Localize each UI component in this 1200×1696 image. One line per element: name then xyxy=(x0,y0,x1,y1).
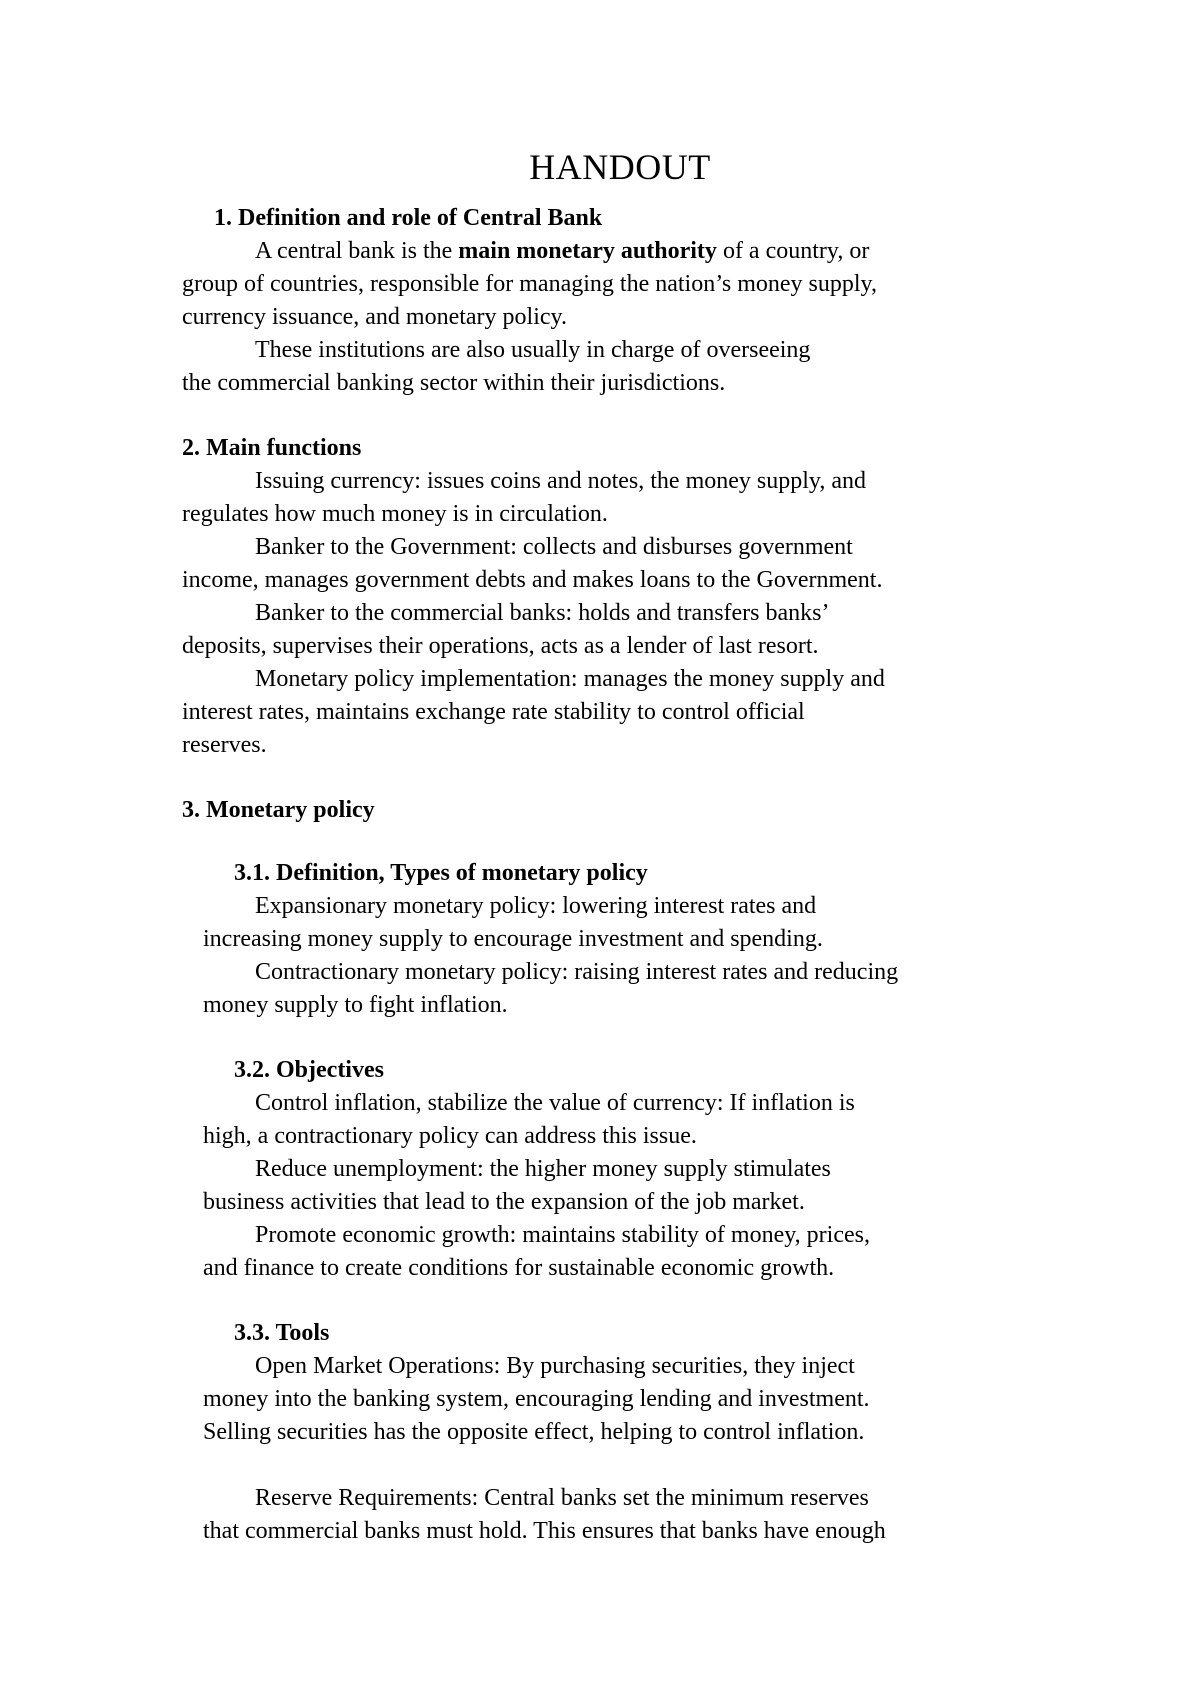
section-2-line: Banker to the Government: collects and disburses government xyxy=(255,534,853,560)
subsection-3-1-heading: 3.1. Definition, Types of monetary policy xyxy=(234,860,648,886)
section-1-paragraph-1-line-3: currency issuance, and monetary policy. xyxy=(182,304,567,330)
section-1-text: of a country, or xyxy=(716,238,870,264)
section-3-heading: 3. Monetary policy xyxy=(182,797,375,823)
subsection-3-3-line: Reserve Requirements: Central banks set the minimum reserves xyxy=(255,1485,869,1511)
subsection-3-1-line: money supply to fight inflation. xyxy=(203,992,508,1018)
subsection-3-2-line: business activities that lead to the expansion of the job market. xyxy=(203,1189,805,1215)
subsection-3-2-line: and finance to create conditions for sustainable economic growth. xyxy=(203,1255,835,1281)
subsection-3-2-line: Promote economic growth: maintains stability of money, prices, xyxy=(255,1222,870,1248)
section-2-heading: 2. Main functions xyxy=(182,435,362,461)
subsection-3-2-line: Control inflation, stabilize the value of currency: If inflation is xyxy=(255,1090,855,1116)
subsection-3-3-line: that commercial banks must hold. This ensures that banks have enough xyxy=(203,1518,886,1544)
section-2-line: income, manages government debts and makes loans to the Government. xyxy=(182,567,883,593)
subsection-3-2-heading: 3.2. Objectives xyxy=(234,1057,384,1083)
subsection-3-3-line: Open Market Operations: By purchasing securities, they inject xyxy=(255,1353,855,1379)
subsection-3-1-line: increasing money supply to encourage investment and spending. xyxy=(203,926,823,952)
section-2-line: Monetary policy implementation: manages the money supply and xyxy=(255,666,885,692)
section-1-paragraph-2-line-1: These institutions are also usually in charge of overseeing xyxy=(255,337,811,363)
section-1-paragraph-2-line-2: the commercial banking sector within their jurisdictions. xyxy=(182,370,726,396)
section-1-text: A central bank is the xyxy=(255,238,459,264)
section-1-bold-term: main monetary authority xyxy=(458,238,717,264)
section-2-line: Banker to the commercial banks: holds and transfers banks’ xyxy=(255,600,830,626)
subsection-3-3-line: money into the banking system, encouraging lending and investment. xyxy=(203,1386,870,1412)
section-2-line: reserves. xyxy=(182,732,267,758)
subsection-3-3-heading: 3.3. Tools xyxy=(234,1320,330,1346)
subsection-3-2-line: high, a contractionary policy can address this issue. xyxy=(203,1123,697,1149)
subsection-3-1-line: Expansionary monetary policy: lowering interest rates and xyxy=(255,893,817,919)
section-1-paragraph-1-line-1 xyxy=(255,236,869,266)
subsection-3-1-line: Contractionary monetary policy: raising interest rates and reducing xyxy=(255,959,899,985)
section-2-line: interest rates, maintains exchange rate stability to control official xyxy=(182,699,805,725)
section-1-heading: 1. Definition and role of Central Bank xyxy=(214,205,603,231)
section-1-paragraph-1-line-2: group of countries, responsible for managing the nation’s money supply, xyxy=(182,271,877,297)
subsection-3-2-line: Reduce unemployment: the higher money supply stimulates xyxy=(255,1156,831,1182)
section-2-line: regulates how much money is in circulation. xyxy=(182,501,608,527)
section-2-line: Issuing currency: issues coins and notes, the money supply, and xyxy=(255,468,867,494)
subsection-3-3-line: Selling securities has the opposite effect, helping to control inflation. xyxy=(203,1419,865,1445)
section-2-line: deposits, supervises their operations, acts as a lender of last resort. xyxy=(182,633,819,659)
page-title: HANDOUT xyxy=(529,147,711,187)
